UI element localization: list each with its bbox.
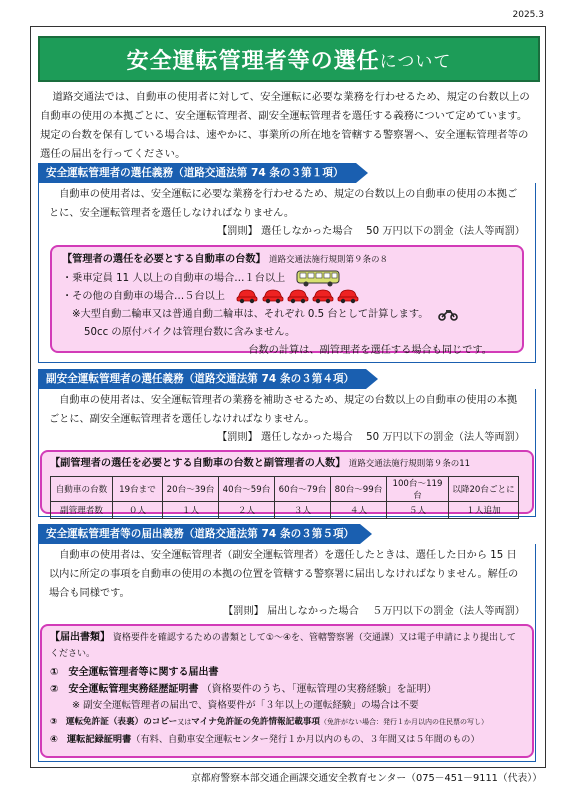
section2-box-note: 道路交通法施行規則第９条の11 [348,459,471,469]
table-cell: 19台まで [113,477,163,502]
contact-footer: 京都府警察本部交通企画課交通安全教育センター（075－451－9111（代表）） [191,773,542,784]
table-cell: 副管理者数 [51,502,113,519]
table-row [51,502,519,519]
table-cell: 80台～99台 [331,477,387,502]
section3-penalty: 【罰則】 届出しなかった場合 ５万円以下の罰金（法人等両罰） [223,606,525,617]
doc-item-4-note: （有料、自動車安全運転センター発行１か月以内のもの、３年間又は５年間のもの） [131,734,480,745]
car-icon [337,288,359,304]
section1-paragraph: 自動車の使用者は、安全運転に必要な業務を行わせるため、規定の台数以上の自動車の使用の本拠ごとに、安全運転管理者を選任しなければなりません。 [49,189,518,219]
table-cell: １人 [163,502,219,519]
page-title: 安全運転管理者等の選任 [126,48,380,74]
table-cell: 自動車の台数 [51,477,113,502]
section2-paragraph: 自動車の使用者は、安全運転管理者の業務を補助させるため、規定の台数以上の自動車の使用の本拠ごとに、副安全運転管理者を選任しなければなりません。 [49,395,518,425]
deputy-count-table [50,476,519,519]
section1-penalty: 【罰則】 選任しなかった場合 50 万円以下の罰金（法人等両罰） [217,226,525,237]
table-cell: 40台～59台 [219,477,275,502]
section1-box-note: 道路交通法施行規則第９条の８ [269,255,389,265]
section2-deputy-count-box [40,450,534,514]
table-cell: ４人 [331,502,387,519]
doc-item-2: ② 安全運転管理実務経歴証明書 [50,684,199,695]
table-cell: 以降20台ごとに [449,477,519,502]
section2-penalty: 【罰則】 選任しなかった場合 50 万円以下の罰金（法人等両罰） [217,432,525,443]
issue-date: 2025.3 [512,10,544,20]
table-cell: １人追加 [449,502,519,519]
car-icon [312,288,334,304]
section3-documents-box [40,624,534,758]
section1-box-heading: 【管理者の選任を必要とする自動車の台数】 [62,254,266,265]
table-cell: ５人 [387,502,449,519]
car-icon [287,288,309,304]
rule-large-vehicle: ・乗車定員 11 人以上の自動車の場合…１台以上 [62,273,286,284]
car-icon [236,288,258,304]
section1-vehicle-count-box [50,245,524,356]
doc-item-2-note: （資格要件のうち、「運転管理の実務経験」を証明） [201,684,437,695]
doc-item-3-alt: マイナ免許証の免許情報記載事項 [191,717,320,727]
doc-item-1: ① 安全運転管理者等に関する届出書 [50,667,219,678]
rule-other-vehicle: ・その他の自動車の場合…５台以上 [62,291,225,302]
intro-paragraph: 道路交通法では、自動車の使用者に対して、安全運転に必要な業務を行わせるため、規定の台数以上の自動車の使用の本拠ごとに、安全運転管理者、副安全運転管理者を選任する義務について定めています。規定の台数を保有している場合は、速やかに、事業所の所在地を管轄する警察署へ、安全運転管理者等の選任の届出を行ってください。 [40,91,530,160]
section2-box-heading: 【副管理者の選任を必要とする自動車の台数と副管理者の人数】 [50,458,346,469]
motorcycle-icon [438,307,458,321]
table-row [51,477,519,502]
table-cell: 60台～79台 [275,477,331,502]
count-calc-note: 台数の計算は、副管理者を選任する場合も同じです。 [248,345,492,356]
table-cell: 100台～119台 [387,477,449,502]
doc-item-3-note: （免許がない場合：発行１か月以内の住民票の写し） [320,718,488,726]
section1-heading: 安全運転管理者の選任義務（道路交通法第 74 条の３第１項） [38,163,356,183]
section3-paragraph: 自動車の使用者は、安全運転管理者（副安全運転管理者）を選任したときは、選任した日から 15 日以内に所定の事項を自動車の使用の本拠の位置を管轄する警察署に届出しなければなりません。解任の場合も同様です。 [49,550,519,599]
motorcycle-note: ※大型自動二輪車又は普通自動二輪車は、それぞれ 0.5 台として計算します。 [72,309,429,320]
page-title-suffix: について [379,51,452,72]
doc-item-3-or: 又は [177,718,192,726]
title-banner [38,36,540,82]
table-cell: 20台～39台 [163,477,219,502]
car-icon [262,288,284,304]
doc-item-3: ③ 運転免許証（表裏）のコピー [50,717,178,727]
documents-intro: 資格要件を確認するための書類として①～④を、管轄警察署（交通課）又は電子申請により提出してください。 [50,633,517,659]
moped-note: 50cc の原付バイクは管理台数に含みません。 [84,327,296,338]
table-cell: ３人 [275,502,331,519]
section3-box-heading: 【届出書類】 [50,632,110,643]
cars-illustration [236,291,359,302]
doc-item-2-exemption: ※ 副安全運転管理者の届出で、資格要件が「３年以上の運転経験」の場合は不要 [72,700,419,711]
section2-heading: 副安全運転管理者の選任義務（道路交通法第 74 条の３第４項） [38,369,366,389]
bus-icon [296,269,340,287]
table-cell: ２人 [219,502,275,519]
section3-heading: 安全運転管理者等の届出義務（道路交通法第 74 条の３第５項） [38,524,360,544]
doc-item-4: ④ 運転記録証明書 [50,734,132,745]
table-cell: ０人 [113,502,163,519]
